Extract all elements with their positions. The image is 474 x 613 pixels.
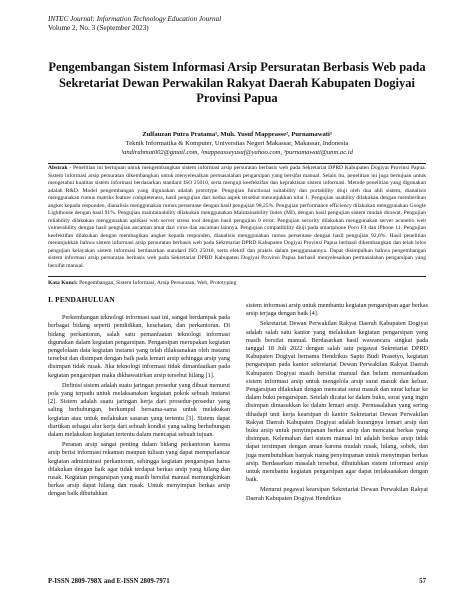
abstract: [48, 165, 426, 270]
author-block: [40, 130, 434, 157]
paragraph: Perkembangan teknologi informasi saat ini, sangat berdampak pada berbagai bidang seperti pendidikan, kesehatan, dan perkantoran. Di bidang perkantoran, salah satu pemanfaatan teknologi informasi digunakan dalam kegiatan pengarsipan. Pengarsipan merupakan kegiatan pengelolaan data kegiatan instansi yang telah dilaksanakan oleh instansi tersebut dan disimpan dengan baik pada lemari arsip sehingga arsip yang disimpan tidak rusak. Jika teknologi informasi tidak dimanfaatkan pada kegiatan pengarsipan maka dikhawatirkan arsip tersebut hilang [1].: [48, 314, 230, 379]
paper-title: Pengembangan Sistem Informasi Arsip Persuratan Berbasis Web pada Sekretariat Dewan Perwakilan Rakyat Daerah Kabupaten Dogiyai Provinsi Papua: [48, 60, 426, 105]
page-number: 57: [419, 578, 426, 585]
paragraph: Definisi sistem adalah suatu jaringan prosedur yang dibuat menurut pola yang terpadu untuk melaksanakan kegiatan pokok sebuah instansi [2]. Sistem adalah suatu jaringan kerja dari prosedur-prosedur yang saling berhubungan, berkumpul bersama-sama untuk melakukan kegiatan atau untuk melakukan sasaran yang tertentu [3]. Sistem dapat diartikan sebagai alur kerja dari sebuah kondisi yang saling berhubungan dalam melakukan kegiatan tertentu dalam mencapai sebuah tujuan.: [48, 381, 230, 439]
journal-name: INTEC Journal: Information Technology Education Journal: [48, 15, 222, 23]
paragraph: Menurut pegawai kearsipan Sekretariat Dewan Perwakilan Rakyat Daerah Kabupaten Dogiyai Hendrikus: [246, 486, 428, 502]
paragraph: Peranan arsip sangat penting dalam bidang perkantoran karena arsip berisi informasi rekaman maupun tulisan yang dapat memperlancar kegiatan administrasi perkantoran, sehingga kegiatan pengarsipan harus dilakukan dengan baik agar tidak terdapat berkas arsip yang hilang dan rusak. Kegiatan pengarsipan yang masih bersifat manual memungkinkan berkas arsip dapat hilang dan rusak. Untuk menyimpan berkas arsip dengan baik dibutuhkan: [48, 441, 230, 498]
abstract-text: Penelitian ini bertujuan untuk mengembangkan sistem informasi arsip persuratan berbasis web pada Sekretariat DPRD Kabupaten Dogiyai Provinsi Papua. Sistem informasi arsip persuratan dikembangkan untuk menyelesaikan permasalahan pengarsipan yang bersifat manual. Selain itu, penelitian ini juga bertujuan untuk mengetahui kualitas sistem informasi berdasarkan standard ISO 25010, serta menguji keefektifan dan kepraktisan sistem informasi. Metode penelitian yang digunakan adalah R&D. Model pengembangan yang digunakan adalah prototype. Pengujian functional suitability dan portability diuji oleh dua ahli sistem, dianalisis menggunakan rumus matriks feature completeness, hasil pengujian dari kedua aspek tersebut menunjukkan nilai 1. Pengujian usability dilakukan dengan memberikan angket kepada responden, dianalisis menggunakan rumus persentase dengan hasil pengujian 98,25%. Pengujian performance efficiency dilakukan menggunakan Google Lighthouse dengan hasil 91%. Pengujian maintainability dilakukan menggunakan Maintainability Index (MI), dengan hasil pengujian sistem mudah dirawat. Pengujian reliability dilakukan menggunakan aplikasi web server stress tool dengan hasil pengujian 0 error. Pengujian security dilakukan menggunakan server acunetix web vulnerability dengan hasil pengujian ancaman amat dari virus dan ancaman lainnya. Pengujian compatibility diuji pada smartphone Poco F4 dan iPhone 11. Pengujian keefektifan dilakukan dengan membagikan angket kepada responden, dianalisis menggunakan rumus persentase dengan hasil pengujian 92,6%. Hasil penelitian menunjukkan bahwa sistem informasi arsip persuratan berbasis web pada Sekretariat DPRD Kabupaten Dogiyai Provinsi Papua berhasil dikembangkan dan telah lolos pengujian kelayakan sistem informasi berdasarkan standard ISO 25010, serta efektif dan praktis dalam penggunaannya. Dapat disimpulkan bahwa pengembangan sistem informasi arsip persuratan berbasis web pada Sekretariat DPRD Kabupaten Dogiyai Provinsi Papua berhasil menyelesaikan permasalahan pengarsipan yang bersifat manual.: [48, 165, 427, 269]
paragraph: sistem informasi arsip untuk membantu kegiatan pengarsipan agar berkas arsip terjaga dengan baik [4].: [246, 302, 428, 318]
issn-text: P-ISSN 2809-798X and E-ISSN 2809-7971: [48, 578, 170, 585]
journal-volume: Volume 2, No. 3 (September 2023): [48, 24, 149, 32]
author-emails: ¹andirahmat002@gmail.com, ²mappeasseyusuf@yahoo.com, ³purnamawati@unm.ac.id: [121, 149, 353, 156]
section-heading: I. PENDAHULUAN: [48, 295, 115, 304]
keywords-text: Pengembangan, Sistem Informasi, Arsip Persuratan, Web, Prototyping: [79, 280, 237, 286]
keywords-label: Kata Kunci:: [48, 280, 78, 286]
author-affiliation: Teknik Informatika & Komputer, Universitas Negeri Makassar, Makassar, Indonesia: [125, 140, 349, 147]
left-column: [48, 296, 230, 501]
right-column: [246, 302, 428, 505]
author-names: Zulfauzan Putra Pratama¹, Muh. Yusuf Mappeasse², Purnamawati³: [142, 131, 332, 138]
keywords: [48, 280, 426, 288]
abstract-label: Abstrak -: [48, 165, 72, 171]
paragraph: Sekretariat Dewan Perwakilan Rakyat Daerah Kabupaten Dogiyai adalah salah satu kantor yang melakukan kegiatan pengarsipan yang masih bersifat manual. Berdasarkan hasil wawancara singkat pada tanggal 18 Juli 2022 dengan salah satu pegawai Sekretariat DPRD Kabupaten Dogiyai bernama Hendrikus Sapto Budi Prasetyo, kegiatan pengarsipan pada kantor sekretariat Dewan Perwakilan Rakyat Daerah Kabupaten Dogiyai masih bersifat manual dan belum memanfaatkan sistem informasi arsip untuk mengelola arsip surat masuk dan keluar. Pengarsipan dilakukan dengan mencatat surat masuk dan surat keluar ke dalam buku pengarsipan. Setelah dicatat ke dalam buku, surat yang ingin disimpan dimasukkan ke dalam lemari arsip. Permasalahan yang sering dihadapi unit kerja kearsipan di kantor Sekretariat Dewan Perwakilan Rakyat Daerah Kabupaten Dogiyai adalah kurangnya lemari arsip dan buku arsip untuk penyimpanan berkas arsip dan mencatat berkas yang disimpan. Kelemahan dari sistem manual ini adalah berkas arsip tidak dapat tersimpan dengan aman karena mudah rusak, hilang, sobek, dan juga membutuhkan banyak ruang penyimpanan untuk menyimpan berkas arsip. Berdasarkan masalah tersebut, dibutuhkan sistem informasi arsip untuk membantu kegiatan pengarsipan agar dapat terlaksanakan dengan baik.: [246, 320, 428, 484]
journal-header: [48, 15, 221, 33]
